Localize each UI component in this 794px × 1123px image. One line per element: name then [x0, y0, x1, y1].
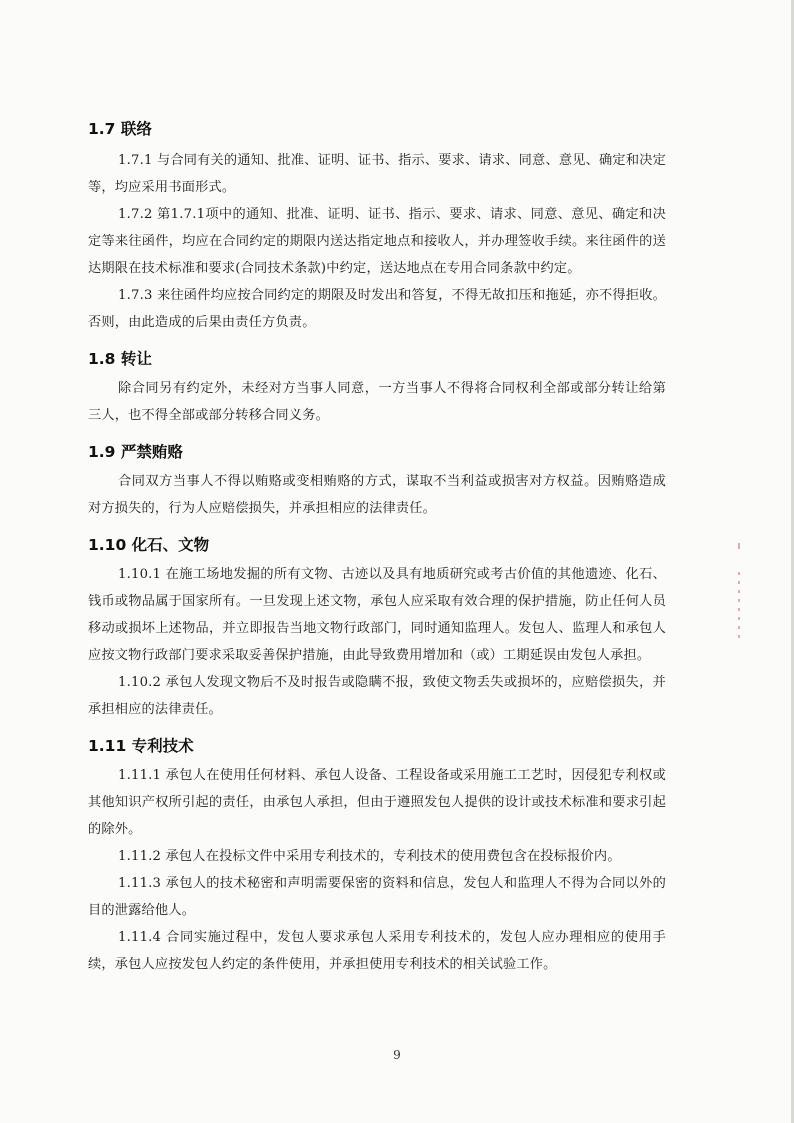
section-heading: 1.7 联络	[88, 120, 152, 138]
scan-mark	[738, 543, 740, 549]
paragraph: 1.7.3 来往函件均应按合同约定的期限及时发出和答复，不得无故扣压和拖延，亦不得拒收。否则，由此造成的后果由责任方负责。	[88, 288, 666, 330]
paragraph: 合同双方当事人不得以贿赂或变相贿赂的方式，谋取不当利益或损害对方权益。因贿赂造成对方损失的，行为人应赔偿损失，并承担相应的法律责任。	[88, 474, 666, 516]
paragraph: 1.10.2 承包人发现文物后不及时报告或隐瞒不报，致使文物丢失或损坏的，应赔偿损失，并承担相应的法律责任。	[88, 675, 666, 717]
paragraph: 1.11.3 承包人的技术秘密和声明需要保密的资料和信息，发包人和监理人不得为合同以外的目的泄露给他人。	[88, 876, 666, 918]
section-heading: 1.10 化石、文物	[88, 536, 210, 554]
paragraph: 1.11.1 承包人在使用任何材料、承包人设备、工程设备或采用施工工艺时，因侵犯专利权或其他知识产权所引起的责任，由承包人承担，但由于遵照发包人提供的设计或技术标准和要求引起的除外。	[88, 768, 666, 837]
paragraph: 1.11.4 合同实施过程中，发包人要求承包人采用专利技术的，发包人应办理相应的使用手续，承包人应按发包人约定的条件使用，并承担使用专利技术的相关试验工作。	[88, 930, 666, 972]
document-body	[88, 118, 666, 978]
paragraph: 1.7.2 第1.7.1项中的通知、批准、证明、证书、指示、要求、请求、同意、意见、确定和决定等来往函件，均应在合同约定的期限内送达指定地点和接收人，并办理签收手续。来往函件的送达期限在技术标准和要求(合同技术条款)中约定，送达地点在专用合同条款中约定。	[88, 207, 666, 276]
paragraph: 1.10.1 在施工场地发掘的所有文物、古迹以及具有地质研究或考古价值的其他遗迹、化石、钱币或物品属于国家所有。一旦发现上述文物，承包人应采取有效合理的保护措施，防止任何人员移动或损坏上述物品，并立即报告当地文物行政部门，同时通知监理人。发包人、监理人和承包人应按文物行政部门要求采取妥善保护措施，由此导致费用增加和（或）工期延误由发包人承担。	[88, 567, 666, 663]
section-heading: 1.9 严禁贿赂	[88, 443, 183, 461]
page-number: 9	[393, 1048, 401, 1062]
section-heading: 1.8 转让	[88, 350, 152, 368]
section-heading: 1.11 专利技术	[88, 737, 194, 755]
scan-mark	[738, 572, 740, 642]
paragraph: 1.11.2 承包人在投标文件中采用专利技术的，专利技术的使用费包含在投标报价内。	[118, 849, 621, 864]
paragraph: 除合同另有约定外，未经对方当事人同意，一方当事人不得将合同权利全部或部分转让给第三人，也不得全部或部分转移合同义务。	[88, 381, 666, 423]
paragraph: 1.7.1 与合同有关的通知、批准、证明、证书、指示、要求、请求、同意、意见、确定和决定等，均应采用书面形式。	[88, 153, 666, 195]
